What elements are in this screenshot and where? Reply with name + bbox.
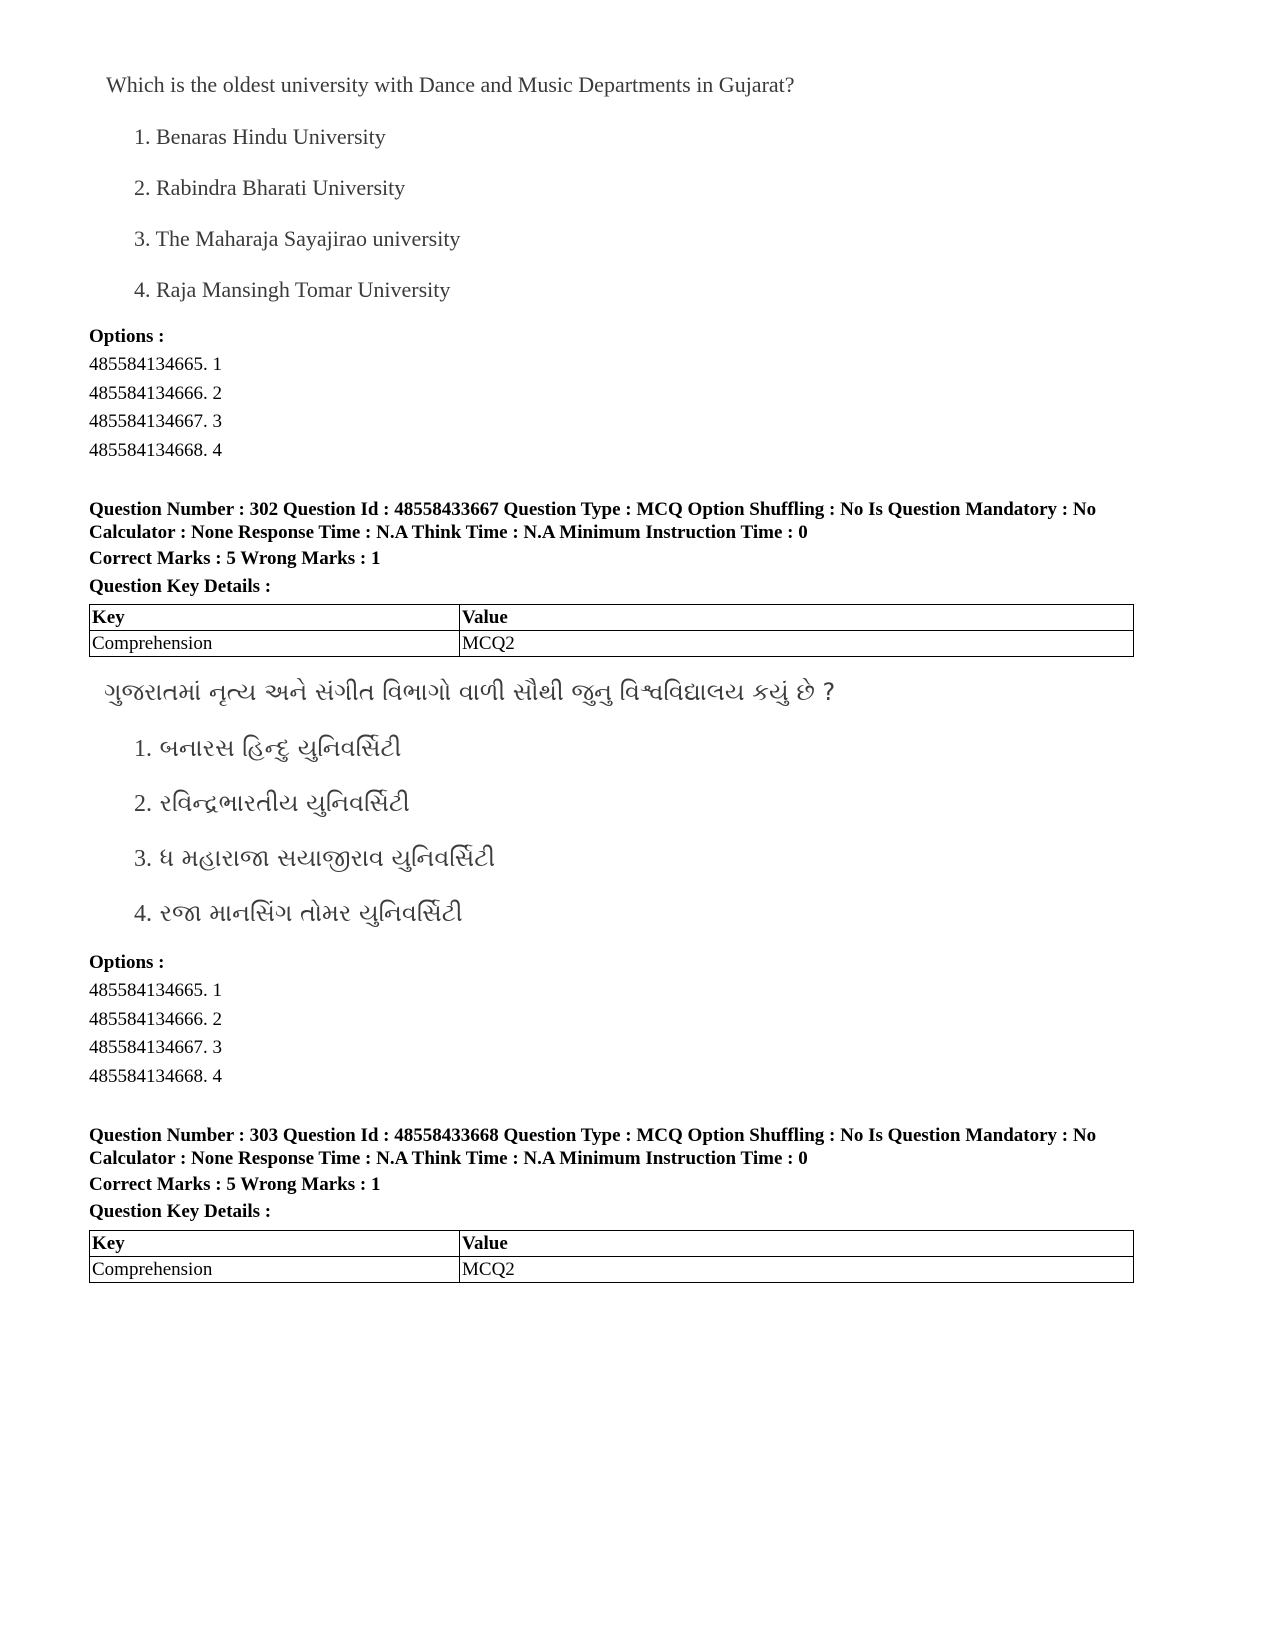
question-option [134,789,410,818]
option-row: 485584134667. 3 [89,411,222,432]
option-text: ધ મહારાજા સયાજીરાવ યુનિવર્સિટી [159,844,496,872]
marks-line: Correct Marks : 5 Wrong Marks : 1 [89,548,381,569]
option-number: 4. [134,901,152,927]
table-header-value: Value [460,605,1134,631]
table-cell-key: Comprehension [90,631,460,657]
key-details-label: Question Key Details : [89,1201,272,1222]
option-number: 3. [134,846,152,872]
table-cell-key: Comprehension [90,1257,460,1283]
marks-line: Correct Marks : 5 Wrong Marks : 1 [89,1174,381,1195]
question-text: ગુજરાતમાં નૃત્ય અને સંગીત વિભાગો વાળી સૌથી જુનુ વિશ્વવિદ્યાલય કયું છે ? [104,678,836,706]
key-value-table [89,1230,1134,1283]
question-option [134,844,495,873]
option-row: 485584134666. 2 [89,1008,222,1030]
table-header-row [90,1231,1134,1257]
options-label: Options : [89,326,165,347]
option-row: 485584134665. 1 [89,354,222,375]
table-row [90,631,1134,657]
question-option: 2. Rabindra Bharati University [134,175,406,200]
options-label: Options : [89,952,165,973]
question-option [134,899,463,928]
question-meta: Question Number : 302 Question Id : 48558433667 Question Type : MCQ Option Shuffling : No Is Question Mandatory : No Calculator : None Response Time : N.A Think Time : N.A Minimum Instruction Time : 0 [89,499,1097,543]
options-block [89,323,222,465]
question-meta: Question Number : 303 Question Id : 48558433668 Question Type : MCQ Option Shuffling : No Is Question Mandatory : No Calculator : None Response Time : N.A Think Time : N.A Minimum Instruction Time : 0 [89,1125,1097,1169]
table-header-value: Value [460,1231,1134,1257]
table-header-key: Key [90,605,460,631]
option-row: 485584134665. 1 [89,980,222,1001]
table-row [90,1257,1134,1283]
question-option: 3. The Maharaja Sayajirao university [134,226,461,251]
table-header-row [90,605,1134,631]
table-cell-value: MCQ2 [460,631,1134,657]
option-row: 485584134668. 4 [89,1065,222,1087]
options-block [89,949,222,1091]
option-number: 2. [134,791,152,817]
option-text: રજા માનસિંગ તોમર યુનિવર્સિટી [159,899,463,927]
question-option: 4. Raja Mansingh Tomar University [134,277,451,302]
key-value-table [89,604,1134,657]
table-header-key: Key [90,1231,460,1257]
question-option: 1. Benaras Hindu University [134,124,386,149]
key-details-label: Question Key Details : [89,576,272,597]
question-option [134,734,401,763]
option-text: બનારસ હિન્દુ યુનિવર્સિટી [159,734,402,762]
question-image-gujarati [104,676,836,936]
option-text: રવિન્દ્રભારતીય યુનિવર્સિટી [159,789,410,817]
question-image-english [106,70,866,320]
table-cell-value: MCQ2 [460,1257,1134,1283]
option-row: 485584134668. 4 [89,439,222,461]
option-number: 1. [134,736,152,762]
option-row: 485584134667. 3 [89,1037,222,1058]
question-text: Which is the oldest university with Dance and Music Departments in Gujarat? [106,72,795,97]
option-row: 485584134666. 2 [89,382,222,404]
